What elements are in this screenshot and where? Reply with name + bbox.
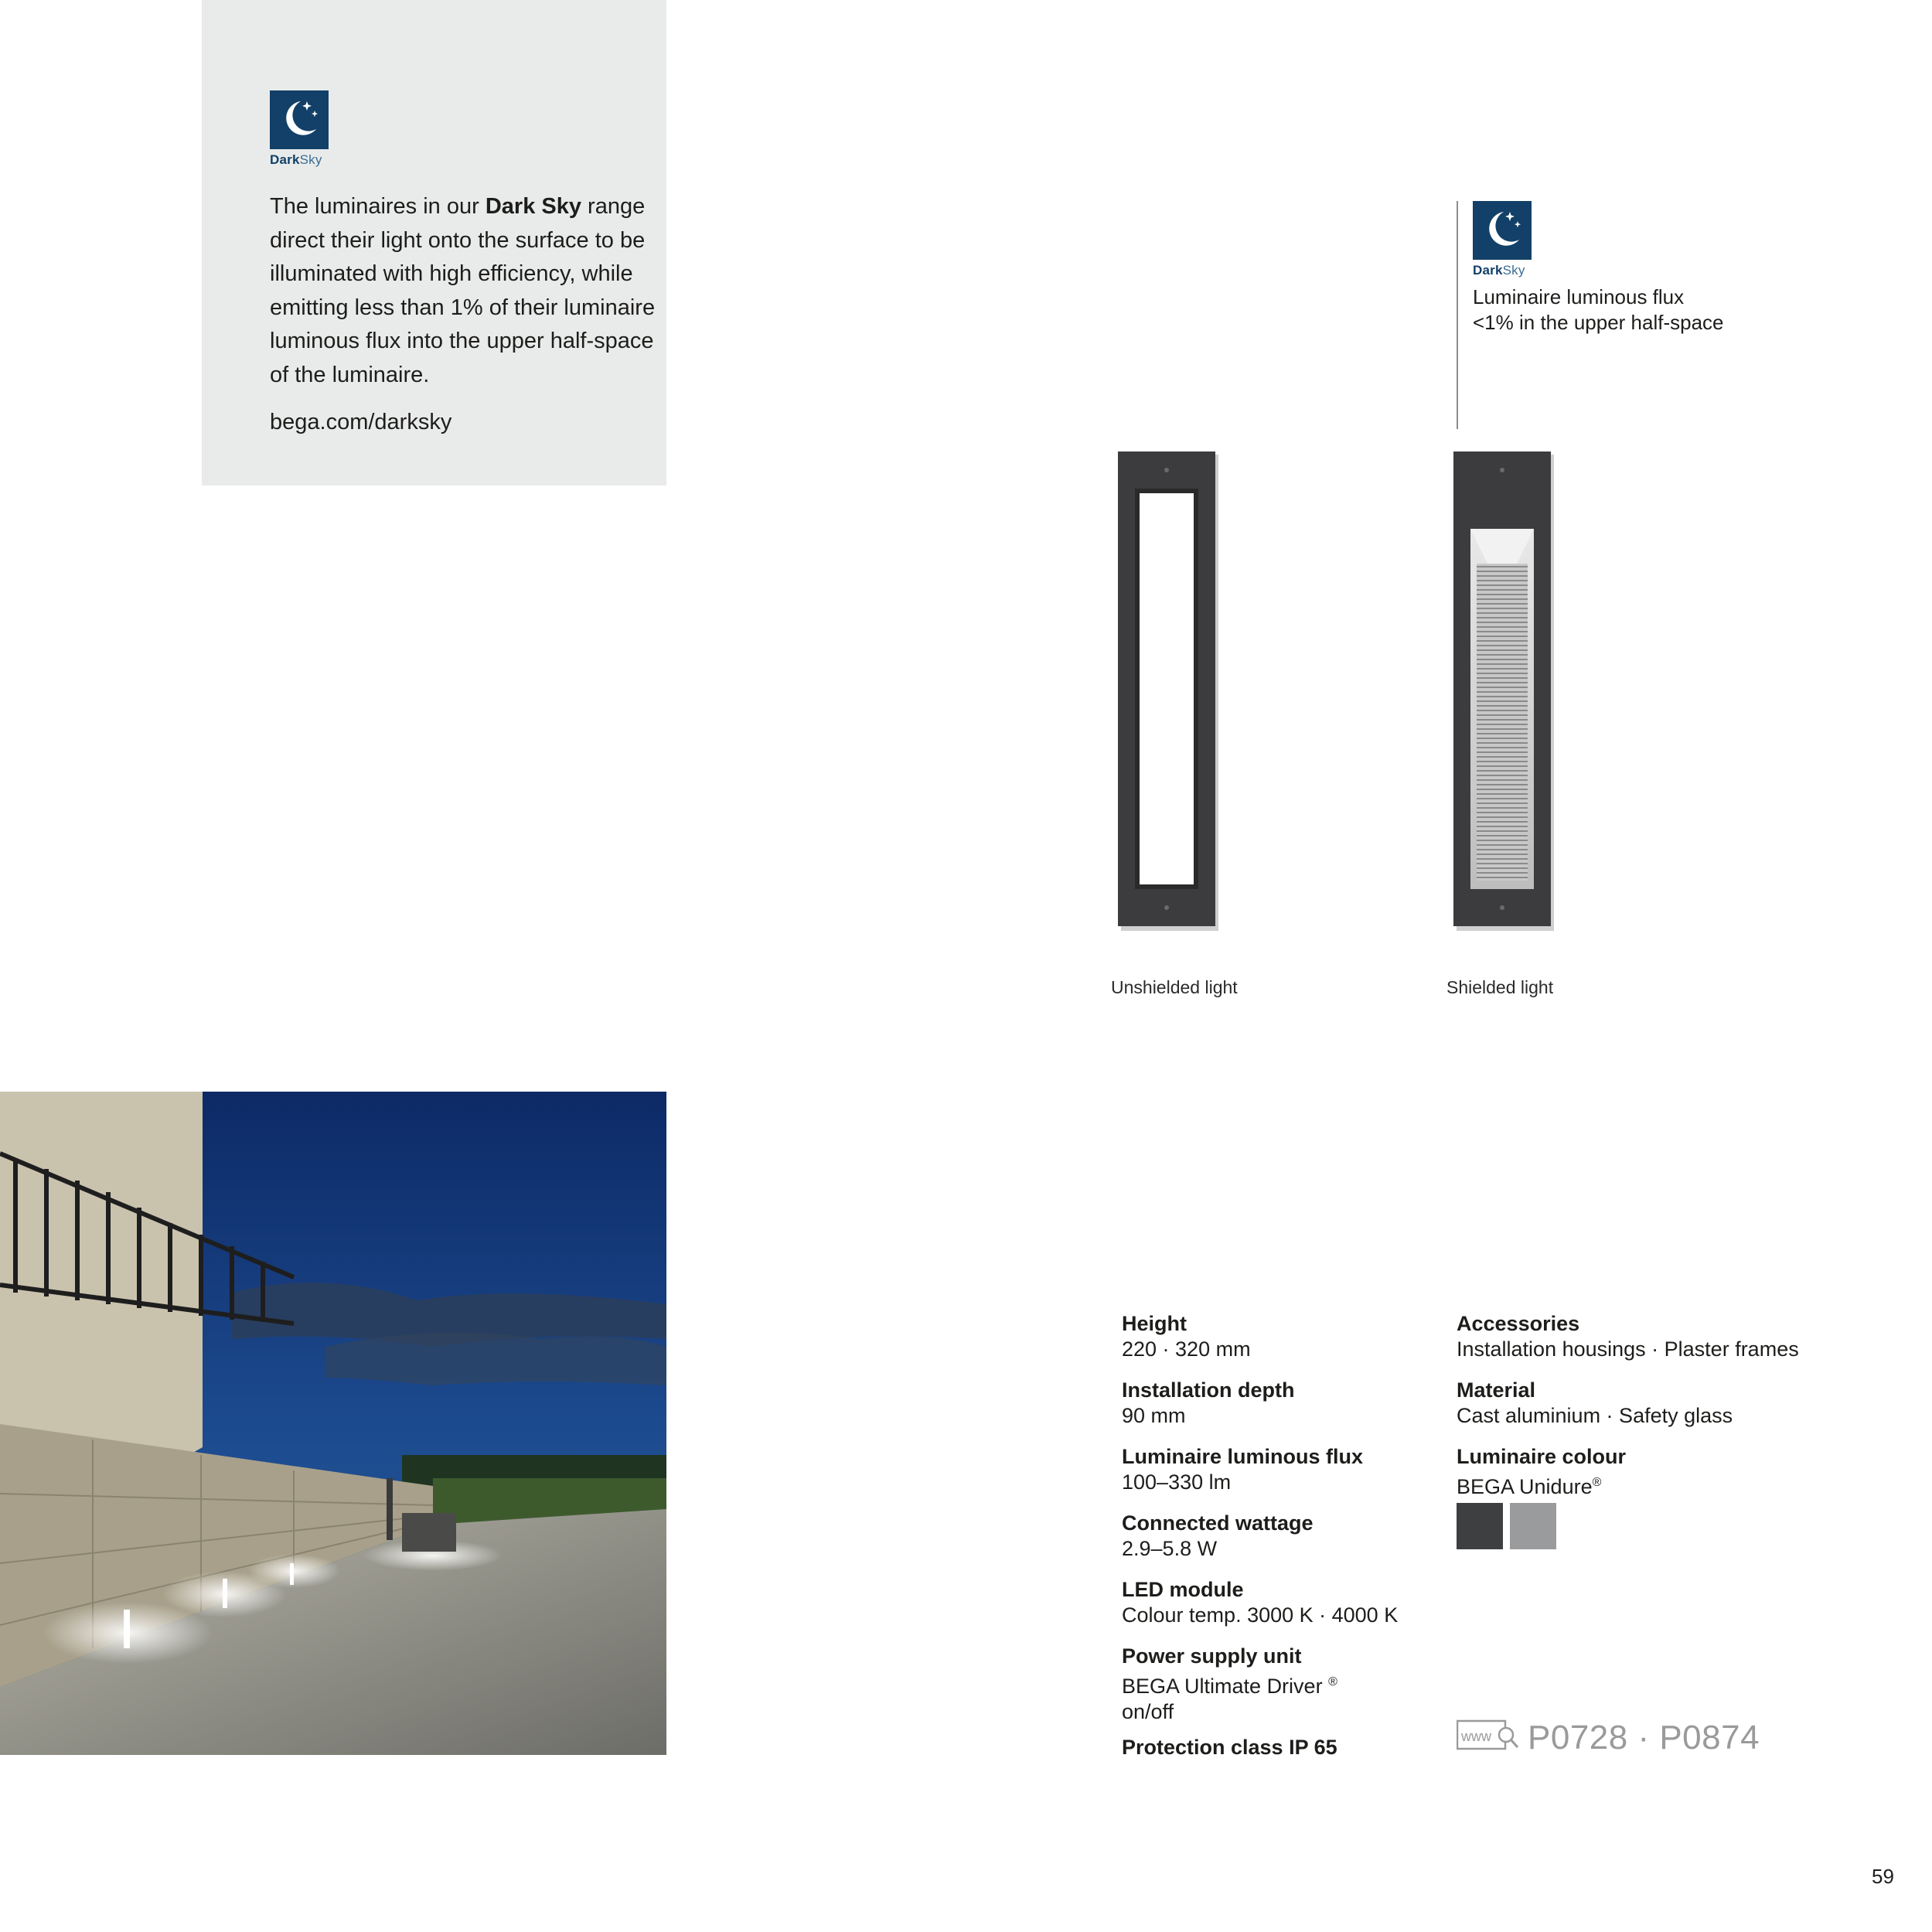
- product-codes[interactable]: P0728 · P0874: [1528, 1718, 1760, 1757]
- spec-luminous-flux: Luminaire luminous flux 100–330 lm: [1122, 1445, 1364, 1494]
- unshielded-luminaire-image: [1118, 451, 1218, 931]
- darksky-wordmark: DarkSky: [1473, 263, 1525, 278]
- spec-protection-class: Protection class IP 65: [1122, 1736, 1337, 1759]
- www-text: www: [1461, 1729, 1491, 1744]
- colour-swatch-silver: [1510, 1503, 1556, 1549]
- page-number: 59: [1872, 1865, 1894, 1888]
- darksky-description: The luminaires in our Dark Sky range direct their light onto the surface to be illuminated with high efficiency, while emitting less than 1% of their luminaire luminous flux into the upper half-space of the luminaire.: [270, 194, 656, 387]
- darksky-logo: [270, 90, 329, 168]
- spec-power-supply: Power supply unit BEGA Ultimate Driver ® on/off: [1122, 1644, 1337, 1723]
- colour-swatch-graphite: [1457, 1503, 1503, 1549]
- spec-accessories: Accessories Installation housings · Plaster frames: [1457, 1312, 1799, 1361]
- spec-luminaire-colour: Luminaire colour BEGA Unidure®: [1457, 1445, 1627, 1498]
- darksky-link[interactable]: bega.com/darksky: [270, 410, 452, 434]
- shielded-luminaire-image: [1453, 451, 1554, 931]
- moon-stars-icon: [270, 90, 329, 149]
- spec-material: Material Cast aluminium · Safety glass: [1457, 1378, 1733, 1427]
- shielded-label: Shielded light: [1446, 977, 1554, 997]
- web-search-icon[interactable]: [1457, 1718, 1520, 1757]
- darksky-caption-line2: <1% in the upper half-space: [1473, 311, 1724, 334]
- moon-stars-icon: [1473, 201, 1532, 260]
- darksky-caption-line1: Luminaire luminous flux: [1473, 285, 1685, 308]
- darksky-logo-small: [1473, 201, 1532, 278]
- darksky-caption: [1473, 285, 1724, 336]
- darksky-wordmark: DarkSky: [270, 152, 322, 167]
- unshielded-label: Unshielded light: [1111, 977, 1238, 997]
- spec-height: Height 220 · 320 mm: [1122, 1312, 1251, 1361]
- spec-led-module: LED module Colour temp. 3000 K · 4000 K: [1122, 1578, 1399, 1627]
- night-walkway-photo: [0, 1092, 666, 1755]
- spec-installation-depth: Installation depth 90 mm: [1122, 1378, 1295, 1427]
- product-codes-row: [1457, 1718, 1760, 1757]
- darksky-divider-line: [1457, 201, 1458, 429]
- spec-connected-wattage: Connected wattage 2.9–5.8 W: [1122, 1511, 1314, 1560]
